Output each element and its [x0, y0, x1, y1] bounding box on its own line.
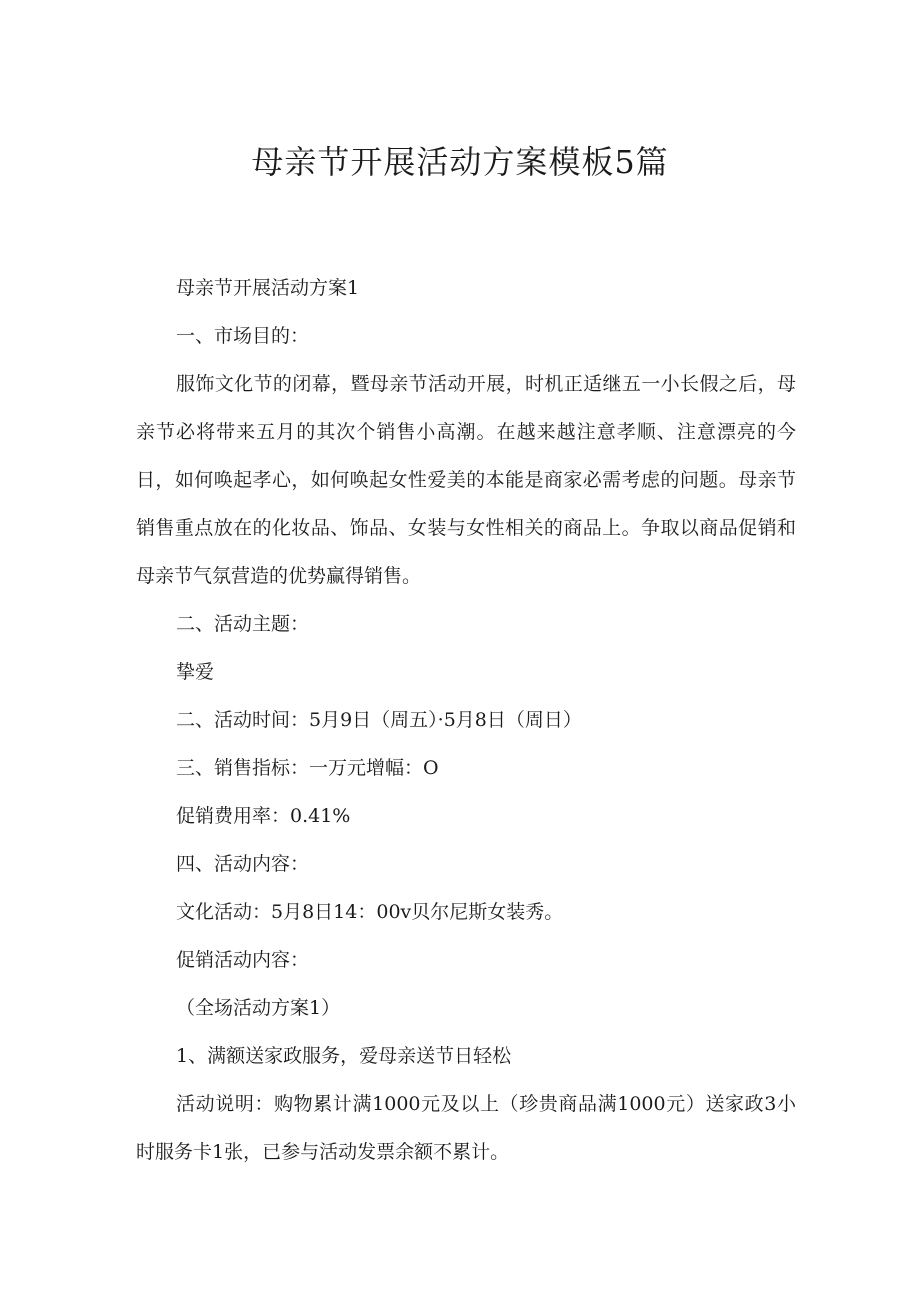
- body-line: 三、销售指标：一万元增幅：O: [176, 757, 439, 779]
- body-line: 挚爱: [176, 661, 215, 683]
- section-heading: 二、活动主题：: [176, 613, 310, 635]
- section-heading: 一、市场目的：: [176, 325, 310, 347]
- body-line: 文化活动：5月8日14：00v贝尔尼斯女装秀。: [176, 901, 564, 923]
- body-paragraph: 活动说明：购物累计满1000元及以上（珍贵商品满1000元）送家政3小时服务卡1张，已参与活动发票余额不累计。: [136, 1093, 796, 1163]
- section-heading: 母亲节开展活动方案1: [176, 277, 360, 299]
- body-line: （全场活动方案1）: [176, 997, 341, 1019]
- body-paragraph: 服饰文化节的闭幕，暨母亲节活动开展，时机正适继五一小长假之后，母亲节必将带来五月的其次个销售小高潮。在越来越注意孝顺、注意漂亮的今日，如何唤起孝心，如何唤起女性爱美的本能是商家必需考虑的问题。母亲节销售重点放在的化妆品、饰品、女装与女性相关的商品上。争取以商品促销和母亲节气氛营造的优势赢得销售。: [136, 373, 796, 587]
- section-heading: 四、活动内容：: [176, 853, 310, 875]
- body-line: 促销活动内容：: [176, 949, 310, 971]
- document-body: [136, 264, 796, 1176]
- body-line: 二、活动时间：5月9日（周五）·5月8日（周日）: [176, 709, 582, 731]
- body-line: 1、满额送家政服务，爱母亲送节日轻松: [176, 1045, 512, 1067]
- body-line: 促销费用率：0.41%: [176, 805, 351, 827]
- document-title: 母亲节开展活动方案模板5篇: [251, 143, 669, 181]
